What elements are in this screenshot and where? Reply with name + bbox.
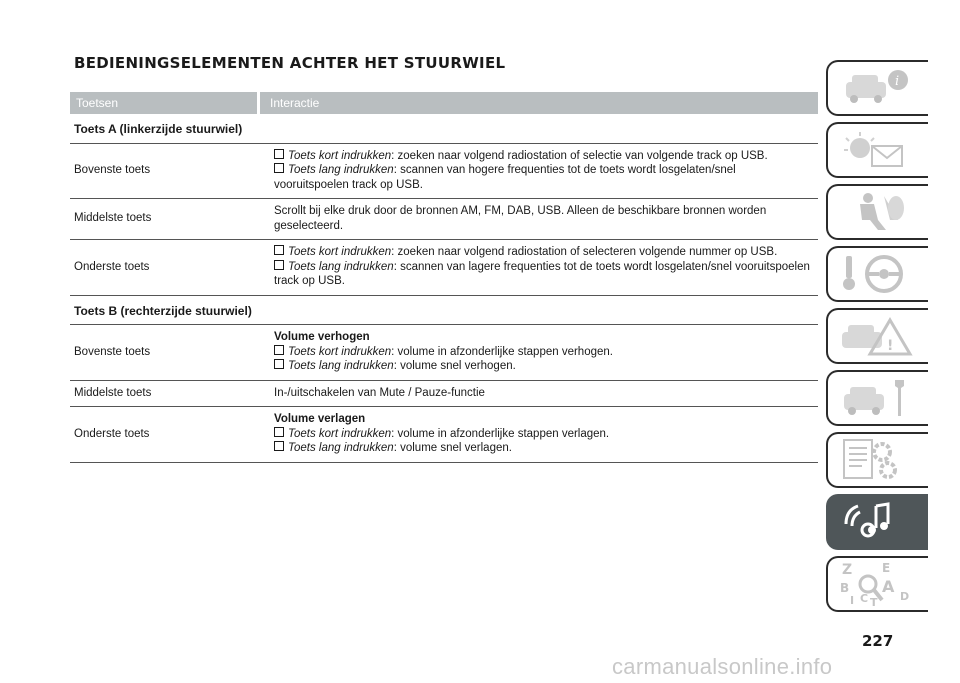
row-value: Scrollt bij elke druk door de bronnen AM, FM, DAB, USB. Alleen de beschikbare bronnen worden geselecteerd. <box>274 205 767 232</box>
svg-text:!: ! <box>887 338 894 354</box>
svg-text:E: E <box>882 562 891 575</box>
chapter-tabs <box>826 60 930 618</box>
row-key: Middelste toets <box>74 386 152 399</box>
svg-text:A: A <box>882 577 895 596</box>
row-value: Volume verhogen Toets kort indrukken: volume in afzonderlijke stappen verhogen. Toets lang indrukken: volume snel verhogen. <box>274 331 613 372</box>
svg-text:B: B <box>840 581 850 595</box>
table-row <box>70 407 818 463</box>
seat-safety-icon <box>838 190 918 234</box>
table-row <box>70 325 818 381</box>
checkbox-icon <box>274 441 284 451</box>
page-title: BEDIENINGSELEMENTEN ACHTER HET STUURWIEL <box>74 54 506 72</box>
checkbox-icon <box>274 427 284 437</box>
row-key: Middelste toets <box>74 212 152 225</box>
multimedia-icon <box>838 500 918 544</box>
tab-car-info[interactable] <box>826 60 928 116</box>
svg-text:i: i <box>895 74 900 89</box>
tab-index[interactable] <box>826 556 928 612</box>
car-maintenance-icon <box>838 376 918 420</box>
tab-technical-data[interactable] <box>826 432 928 488</box>
checkbox-icon <box>274 359 284 369</box>
technical-data-icon <box>838 438 918 482</box>
section-button-a: Toets A (linkerzijde stuurwiel) <box>70 114 818 144</box>
svg-text:D: D <box>900 590 910 603</box>
checkbox-icon <box>274 149 284 159</box>
checkbox-icon <box>274 245 284 255</box>
table-row <box>70 144 818 200</box>
svg-text:Z: Z <box>842 562 853 578</box>
svg-text:I: I <box>850 594 855 606</box>
index-icon <box>838 562 918 606</box>
row-value: Toets kort indrukken: zoeken naar volgend radiostation of selectie van volgende track op USB. Toets lang indrukken: scannen van hogere frequenties tot de toets wordt losgelaten/snel vooruitspoelen track op USB. <box>274 149 768 191</box>
tab-steering-key[interactable] <box>826 246 928 302</box>
table-header <box>70 92 818 114</box>
checkbox-icon <box>274 260 284 270</box>
checkbox-icon <box>274 345 284 355</box>
tab-car-maintenance[interactable] <box>826 370 928 426</box>
car-info-icon <box>838 66 918 110</box>
row-key: Onderste toets <box>74 427 150 440</box>
table-row <box>70 199 818 240</box>
tab-car-emergency[interactable] <box>826 308 928 364</box>
tab-multimedia[interactable] <box>826 494 928 550</box>
tab-seat-safety[interactable] <box>826 184 928 240</box>
row-value: Volume verlagen Toets kort indrukken: volume in afzonderlijke stappen verlagen. Toets lang indrukken: volume snel verlagen. <box>274 413 610 454</box>
header-keys: Toetsen <box>70 92 260 114</box>
section-button-b: Toets B (rechterzijde stuurwiel) <box>70 296 818 326</box>
row-value: In-/uitschakelen van Mute / Pauze-functie <box>274 386 485 399</box>
page-number: 227 <box>862 632 894 650</box>
checkbox-icon <box>274 163 284 173</box>
row-value: Toets kort indrukken: zoeken naar volgend radiostation of selecteren volgende nummer op USB. Toets lang indrukken: scannen van lagere frequenties tot de toets wordt losgelaten/snel vooruitspoelen track op USB. <box>274 246 810 287</box>
row-key: Bovenste toets <box>74 164 151 176</box>
tab-warning-lights[interactable] <box>826 122 928 178</box>
steering-key-icon <box>838 252 918 296</box>
header-interaction: Interactie <box>270 96 320 110</box>
row-key: Onderste toets <box>74 260 150 273</box>
watermark: carmanualsonline.info <box>612 654 833 679</box>
warning-lights-icon <box>838 128 918 172</box>
car-emergency-icon <box>838 314 918 358</box>
table-row <box>70 381 818 408</box>
row-key: Bovenste toets <box>74 345 151 358</box>
controls-table <box>70 92 818 463</box>
svg-text:T: T <box>870 596 878 606</box>
table-row <box>70 240 818 296</box>
svg-text:C: C <box>860 592 869 605</box>
